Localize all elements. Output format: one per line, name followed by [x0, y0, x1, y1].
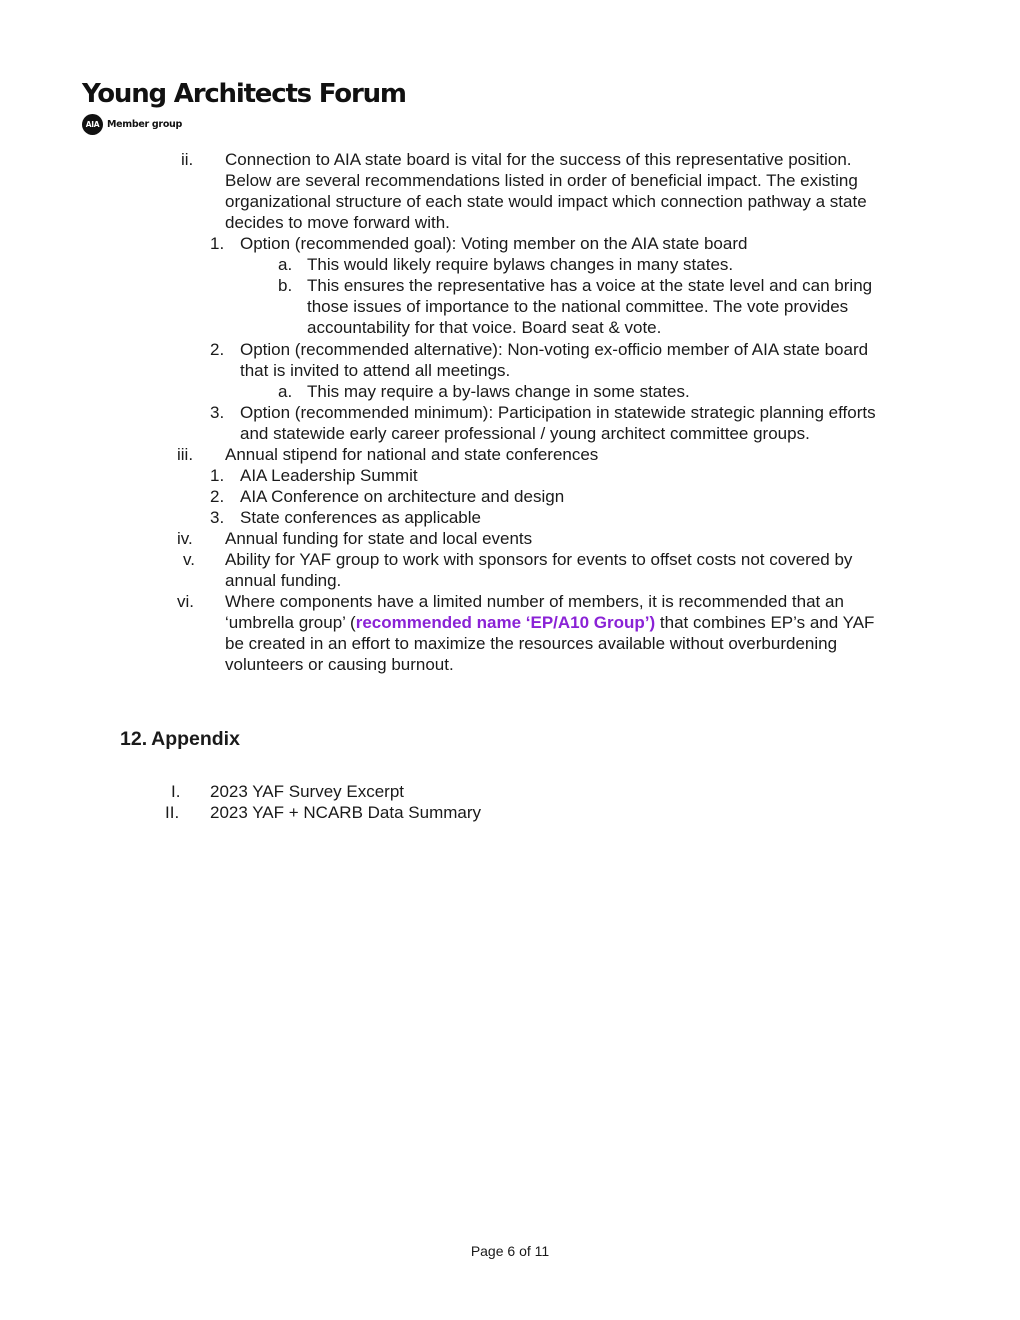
paragraph-line: volunteers or causing burnout. [225, 655, 454, 674]
list-label: iv. [177, 529, 193, 548]
paragraph-line: those issues of importance to the national committee. The vote provides [307, 297, 849, 316]
paragraph-line: This ensures the representative has a voice at the state level and can bring [307, 276, 873, 295]
paragraph-line: accountability for that voice. Board seat & vote. [307, 318, 662, 337]
section-heading [120, 727, 240, 751]
list-label: 3. [210, 403, 225, 422]
paragraph-line: be created in an effort to maximize the resources available without overburdening [225, 634, 838, 653]
paragraph-line: Below are several recommendations listed in order of beneficial impact. The existing [225, 171, 858, 190]
paragraph-line: Annual funding for state and local events [225, 529, 533, 548]
aia-badge-icon: AIA [82, 114, 103, 135]
list-item: State conferences as applicable [240, 508, 481, 527]
list-label: 2. [210, 340, 225, 359]
list-label: I. [171, 782, 181, 801]
list-label: a. [278, 255, 293, 274]
list-label: 3. [210, 508, 225, 527]
text-span: that combines EP’s and YAF [655, 613, 875, 632]
paragraph-line: Annual stipend for national and state conferences [225, 445, 599, 464]
paragraph-line: organizational structure of each state would impact which connection pathway a state [225, 192, 867, 211]
paragraph-line: that is invited to attend all meetings. [240, 361, 511, 380]
paragraph-line: Option (recommended minimum): Participation in statewide strategic planning efforts [240, 403, 876, 422]
list-label: II. [165, 803, 180, 822]
list-item: AIA Leadership Summit [240, 466, 418, 485]
text-span: ‘umbrella group’ ( [225, 613, 356, 632]
section-number: 12. [120, 728, 148, 750]
paragraph-line: Option (recommended alternative): Non-voting ex-officio member of AIA state board [240, 340, 869, 359]
paragraph-line: Connection to AIA state board is vital for the success of this representative position. [225, 150, 852, 169]
paragraph-line: Where components have a limited number of members, it is recommended that an [225, 592, 844, 611]
appendix-item: 2023 YAF Survey Excerpt [210, 782, 405, 801]
list-label: a. [278, 382, 293, 401]
list-label: b. [278, 276, 293, 295]
paragraph-line: and statewide early career professional / young architect committee groups. [240, 424, 810, 443]
list-label: 1. [210, 234, 225, 253]
appendix-item: 2023 YAF + NCARB Data Summary [210, 803, 482, 822]
paragraph-line: decides to move forward with. [225, 213, 450, 232]
list-label: 2. [210, 487, 225, 506]
paragraph-line: This would likely require bylaws changes in many states. [307, 255, 734, 274]
page-number: Page 6 of 11 [470, 1243, 550, 1259]
paragraph-line: This may require a by-laws change in some states. [307, 382, 690, 401]
list-label: iii. [177, 445, 194, 464]
list-label: vi. [177, 592, 194, 611]
list-item: AIA Conference on architecture and design [240, 487, 565, 506]
paragraph-line: annual funding. [225, 571, 342, 590]
list-label: ii. [181, 150, 194, 169]
list-label: v. [183, 550, 195, 569]
member-group-label: Member group [107, 118, 183, 130]
paragraph-line [225, 612, 874, 633]
logo-title: Young Architects Forum [82, 79, 406, 109]
section-title: Appendix [151, 728, 240, 750]
paragraph-line: Ability for YAF group to work with sponsors for events to offset costs not covered by [225, 550, 853, 569]
list-label: 1. [210, 466, 225, 485]
recommended-name-highlight: recommended name ‘EP/A10 Group’) [355, 613, 656, 632]
logo-subtitle [82, 113, 182, 135]
paragraph-line: Option (recommended goal): Voting member on the AIA state board [240, 234, 748, 253]
